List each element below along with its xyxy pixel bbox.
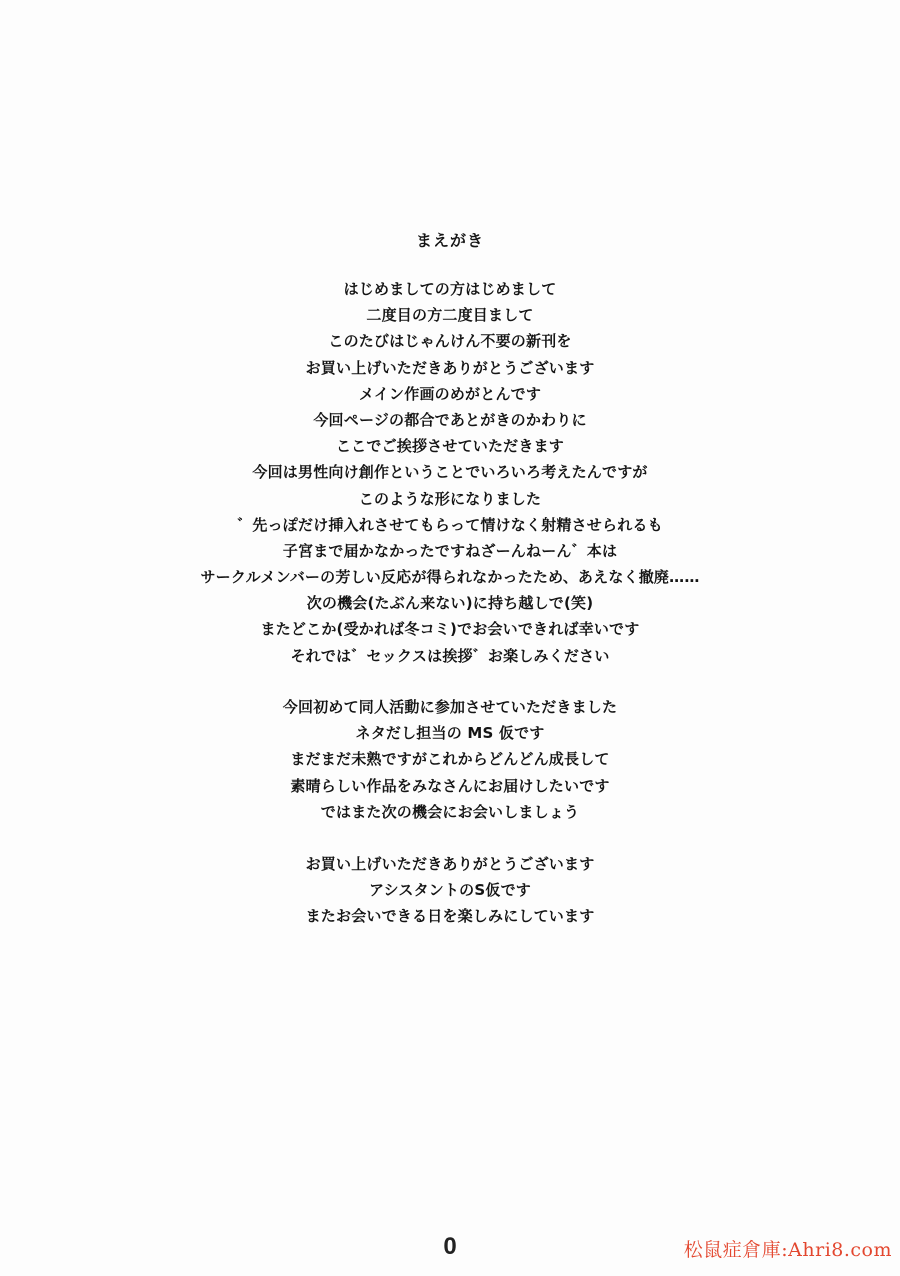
text-line: お買い上げいただきありがとうございます — [305, 358, 595, 377]
preface-section-assistant — [0, 851, 900, 930]
page-number: 0 — [443, 1233, 457, 1260]
text-line: 今回初めて同人活動に参加させていただきました — [282, 698, 618, 716]
text-line: またお会いできる日を楽しみにしています — [305, 907, 595, 926]
text-line: ここでご挨拶させていただきます — [335, 437, 564, 456]
text-line: メイン作画のめがとんです — [358, 384, 542, 403]
text-line: このような形になりました — [358, 489, 542, 508]
text-line: 今回ページの都合であとがきのかわりに — [313, 410, 587, 429]
text-line: お買い上げいただきありがとうございます — [305, 855, 595, 873]
text-line: サークルメンバーの芳しい反応が得られなかったため、あえなく撤廃…… — [200, 568, 700, 587]
text-line: ネタだし担当の MS 仮です — [355, 724, 545, 743]
text-line: アシスタントのS仮です — [369, 881, 531, 900]
text-line: はじめましての方はじめまして — [343, 280, 557, 298]
preface-section-main — [0, 276, 900, 669]
preface-section-writer — [0, 694, 900, 825]
text-line: 素晴らしい作品をみなさんにお届けしたいです — [290, 776, 610, 795]
text-line: 今回は男性向け創作ということでいろいろ考えたんですが — [252, 463, 648, 482]
text-line: またどこか(受かれば冬コミ)でお会いできれば幸いです — [260, 620, 640, 639]
text-line: それでは゛セックスは挨拶゛お楽しみください — [290, 646, 610, 665]
text-line: ゛先っぽだけ挿入れさせてもらって情けなく射精させられるも — [237, 515, 663, 534]
text-line: 次の機会(たぶん来ない)に持ち越しで(笑) — [306, 594, 594, 613]
text-line: ではまた次の機会にお会いしましょう — [320, 802, 580, 821]
text-line: 子宮まで届かなかったですねざーんねーん゛本は — [282, 541, 618, 560]
watermark-text: 松鼠症倉庫:Ahri8.com — [683, 1239, 892, 1261]
text-line: 二度目の方二度目まして — [366, 306, 534, 325]
text-line: このたびはじゃんけん不要の新刊を — [328, 332, 572, 351]
text-line: まだまだ未熟ですがこれからどんどん成長して — [290, 750, 610, 769]
page-heading: まえがき — [415, 231, 484, 250]
